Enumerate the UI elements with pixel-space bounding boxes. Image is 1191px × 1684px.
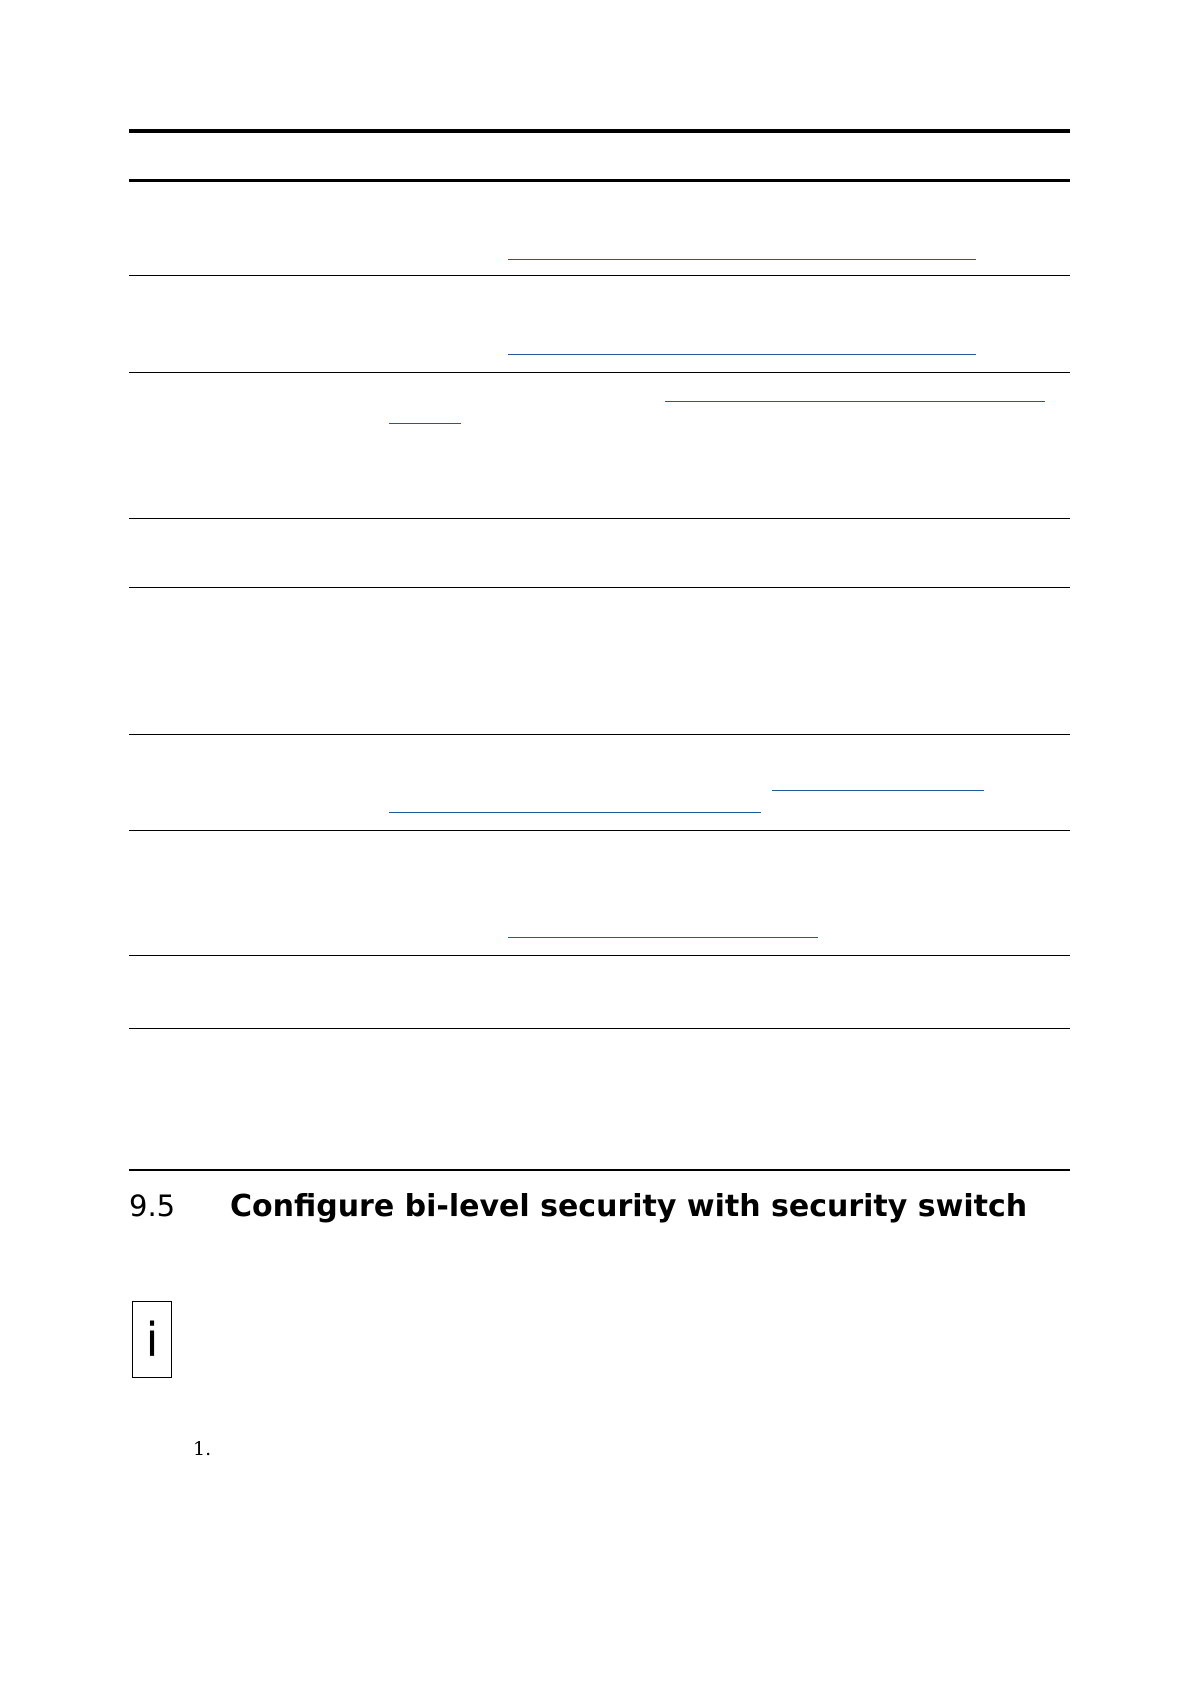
table-row-divider xyxy=(129,734,1070,735)
section-heading xyxy=(129,1183,1070,1229)
table-header-rule xyxy=(129,179,1070,182)
step-1-number: 1. xyxy=(193,1438,212,1460)
table-row-divider xyxy=(129,955,1070,956)
table-top-rule xyxy=(129,129,1070,133)
section-number: 9.5 xyxy=(129,1189,176,1223)
row-7-link[interactable] xyxy=(508,937,818,938)
info-icon xyxy=(132,1301,172,1378)
table-row-divider xyxy=(129,518,1070,519)
table-row-divider xyxy=(129,372,1070,373)
section-divider xyxy=(129,1169,1070,1171)
row-3-link-line-1[interactable] xyxy=(665,401,1045,402)
row-2-link[interactable] xyxy=(508,354,976,355)
info-icon-glyph: i xyxy=(145,1312,159,1367)
table-row-divider xyxy=(129,1028,1070,1029)
table-row-divider xyxy=(129,830,1070,831)
row-1-link[interactable] xyxy=(508,259,976,260)
row-6-link-line-1[interactable] xyxy=(772,790,984,791)
table-row-divider xyxy=(129,275,1070,276)
section-title: Configure bi-level security with security switch xyxy=(230,1188,1028,1224)
table-row-divider xyxy=(129,587,1070,588)
row-3-link-line-2[interactable] xyxy=(389,423,461,424)
row-6-link-line-2[interactable] xyxy=(389,812,761,813)
